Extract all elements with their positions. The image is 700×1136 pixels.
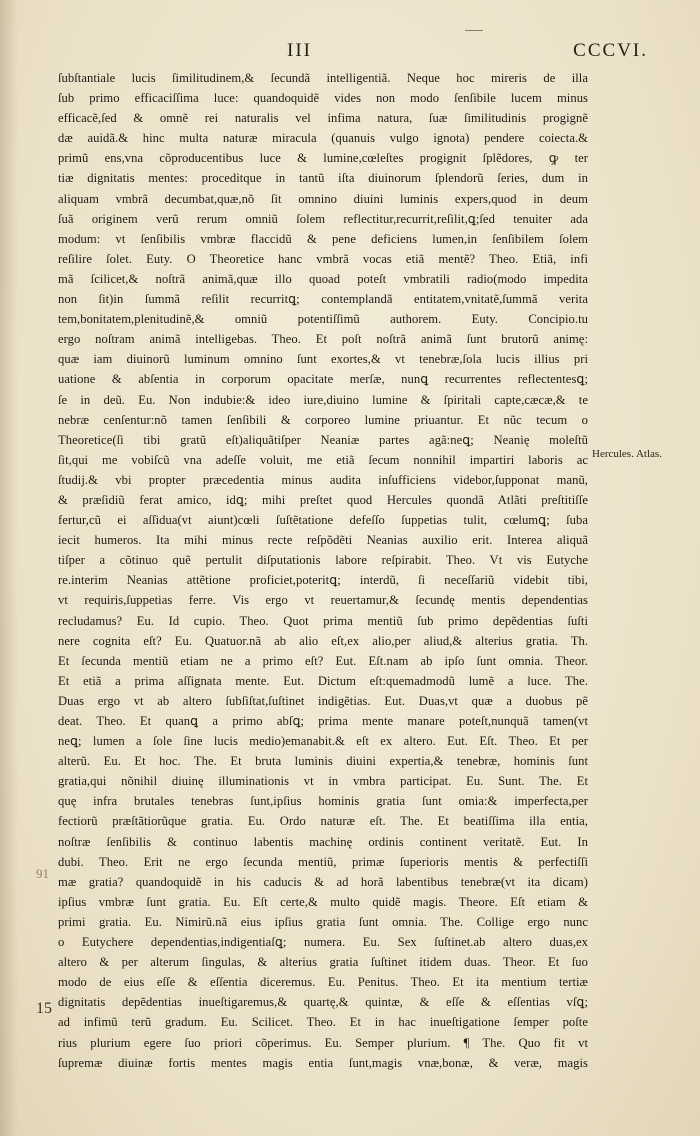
text-line: fectiorũ præſtãtiorũque gratia. Eu. Ordo naturæ eſt. The. Et beatiſſima illa entia, bbox=[58, 814, 588, 829]
text-line: ad infimũ terũ gradum. Eu. Scilicet. Theo. Et in hac inueſtigatione ſemper poſte bbox=[58, 1015, 588, 1030]
marginal-note: Hercules. Atlas. bbox=[592, 448, 662, 460]
text-line: Et etiã a prima aſſignata mente. Eut. Dictum eſt:quemadmodũ lumẽ a luce. The. bbox=[58, 673, 588, 688]
text-line: ipſius vmbræ ſunt gratia. Eu. Eſt certe,& multo quidẽ magis. Theore. Eſt etiam & bbox=[58, 894, 588, 909]
text-line: vt requiris,ſuppetias ferre. Vis ergo vt reuertamur,& ſecundę mentis dependentias bbox=[58, 593, 588, 608]
text-line: ſupremæ diuinæ fortis mentes magis entia ſunt,magis vnæ,bonæ, & veræ, magis bbox=[58, 1055, 588, 1070]
text-line: modo de eius eſſe & eſſentia diceremus. Eu. Penitus. Theo. Et ita mentium tertiæ bbox=[58, 975, 588, 990]
text-line: o Eutychere dependentias,indigentiaſꝗ; numera. Eu. Sex ſuſtinet.ab altero duas,ex bbox=[58, 935, 588, 950]
folio-number: CCCVI. bbox=[573, 40, 648, 61]
text-line: rius plurium egere ſuo priori cõperimus. Eu. Semper plurium. ¶ The. Quo fit vt bbox=[58, 1035, 588, 1050]
text-line: mæ gratia? quandoquidẽ in his caducis & ad horã labentibus tenebræ(vt ita dicam) bbox=[58, 874, 588, 889]
text-line: quæ iam diuinorũ luminum omnino ſunt exortes,& vt tenebræ,ſola lucis illius pri bbox=[58, 352, 588, 367]
text-line: ſuã originem verũ rerum omniũ ſolem reflectitur,recurrit,reſilit,ꝗ;ſed tenuiter ada bbox=[58, 211, 588, 226]
text-line: uatione & abſentia in corporum opacitate merſæ, nunꝗ recurrentes reflectentesꝗ; bbox=[58, 372, 588, 387]
text-line: ſubſtantiale lucis ſimilitudinem,& ſecundã intelligentiã. Neque hoc mireris de illa bbox=[58, 71, 588, 85]
text-line: mã ſcilicet,& noſtrã animã,quæ illo quoad poteſt vmbratili radio(modo impedita bbox=[58, 271, 588, 286]
text-line: ſtudij.& vbi propter præcedentia minus audita inſufficiens videbor,ſupponat manũ, bbox=[58, 472, 588, 487]
text-line: & præſidiũ ferat amico, idꝗ; mihi preſtet quod Hercules quondã Atlãti preſtitiſſe bbox=[58, 492, 588, 507]
text-line: ſit,qui me vobiſcũ vna adeſſe voluit, me etiã ſecum nonnihil impartiri laboris ac bbox=[58, 452, 588, 467]
text-line: deat. Theo. Et quanꝗ a primo abſꝗ; prima mente manare poteſt,nunquã tamen(vt bbox=[58, 714, 588, 728]
text-line: dubi. Theo. Erit ne ergo ſecunda mentiũ, primæ ſuperioris mentis & perfectiſſi bbox=[58, 854, 588, 869]
text-line: non ſit)in ſummã reſilit recurritꝗ; contemplandã entitatem,vnitatẽ,ſummã verita bbox=[58, 292, 588, 307]
text-line: primũ ens,vna cõproducentibus luce & lumine,cœleſtes progignit ſplẽdores, ꝙ ter bbox=[58, 151, 588, 166]
body-text bbox=[58, 68, 588, 1073]
text-line: recludamus? Eu. Id cupio. Theo. Quot prima mentiũ ſub primo depẽdentias ſuſti bbox=[58, 613, 588, 628]
gutter-shadow bbox=[0, 0, 18, 1136]
text-line: iecit humeros. Ita mihi minus recte reſpõdẽti Neanias auxilio erit. Interea aliquã bbox=[58, 533, 588, 548]
text-line: nere cognita eſt? Eu. Quatuor.nã ab alio eſt,ex alio,per aliud,& alterius gratia. Th. bbox=[58, 633, 588, 648]
text-line: alterũ. Eu. Et hoc. The. Et bruta luminis diuini expertia,& tenebræ, hominis ſunt bbox=[58, 754, 588, 769]
stray-mark: 15 bbox=[36, 1000, 52, 1017]
text-line: ſub primo efficaciſſima luce: quandoquidẽ vides non modo ſenſibile lucem minus bbox=[58, 91, 588, 106]
text-line: fertur,cũ ei aſſidua(vt aiunt)cœli ſuſtẽtatione defeſſo ſuppetias tulit, cœlumꝗ; ſuba bbox=[58, 513, 588, 528]
text-line: ergo noſtram animã intelligebas. Theo. Et poſt noſtrã animã ſunt brutorũ animę: bbox=[58, 332, 588, 347]
text-line: modum: vt ſenſibilis vmbræ flaccidũ & pene deficiens lumen,in ſenſibilem ſolem bbox=[58, 231, 588, 246]
top-rule-mark bbox=[465, 30, 483, 31]
text-line: ſe in deũ. Eu. Non indubie:& ideo iure,diuino lumine & ſpiritali capte,cæcæ,& te bbox=[58, 392, 588, 407]
text-line: dæ auidã.& hinc multa naturæ miracula (quanuis vulgo ignota) pendere coiecta.& bbox=[58, 131, 588, 146]
text-line: efficacẽ,ſed & omnẽ rei naturalis vel infima natura, ſuæ ſimilitudinis progignẽ bbox=[58, 111, 588, 126]
text-line: neꝗ; lumen a ſole ſine lucis medio)emanabit.& eſt ex altero. Eut. Eſt. Theo. Et per bbox=[58, 734, 588, 749]
text-line: tiæ dignitatis mentes: proceditque in tantũ iſta diuinorum ſplendorũ ſeries, dum in bbox=[58, 171, 588, 186]
text-line: aliquam vmbrã decumbat,quæ,nõ ſit omnino diuini luminis expers,quod in deum bbox=[58, 191, 588, 206]
text-line: primi gratia. Eu. Nimirũ.nã eius ipſius gratia ſunt omnia. The. Collige ergo nunc bbox=[58, 914, 588, 929]
text-line: tem,bonitatem,plenitudinẽ,& omniũ potentiſſimũ authorem. Euty. Concipio.tu bbox=[58, 312, 588, 327]
signature-mark: III bbox=[287, 40, 312, 61]
text-line: Duas ergo vt ab altero ſubſiſtat,ſuſtinet indigẽtias. Eut. Duas,vt quæ a duobus pẽ bbox=[58, 693, 588, 708]
text-line: noſtræ ſenſibilis & continuo labentis machinę ordinis continent veritatẽ. Eut. In bbox=[58, 834, 588, 849]
text-line: dignitatis depẽdentias inueſtigaremus,& quartę,& quintæ, & eſſe & eſſentias vſꝗ; bbox=[58, 995, 588, 1010]
stray-mark: 91 bbox=[36, 866, 49, 881]
text-line: Et ſecunda mentiũ etiam ne a primo eſt? Eut. Eſt.nam ab ipſo ſunt omnia. Theor. bbox=[58, 653, 588, 668]
text-line: tiſper a cõtinuo quẽ pertulit diſputationis labore reſpirabit. Theo. Vt vis Eutyche bbox=[58, 553, 588, 568]
text-line: nebræ cenſentur:nõ tamen ſenſibili & corporeo lumine priuantur. Et nũc tecum o bbox=[58, 412, 588, 427]
text-line: gratia,qui nõnihil diuinę illuminationis vt in vmbra participat. Eu. Sunt. The. Et bbox=[58, 774, 588, 789]
text-line: altero & per alterum ſingulas, & alterius gratia ſuſtinet itidem duas. Theor. Et ſuo bbox=[58, 955, 588, 970]
text-line: Theoretice(ſi tibi gratũ eſt)aliquãtiſper Neaniæ partes agã:neꝗ; Neanię moleſtũ bbox=[58, 432, 588, 447]
text-line: re.interim Neanias attẽtione proficiet,poteritꝗ; interdũ, ſi neceſſariũ videbit tibi, bbox=[58, 573, 588, 588]
text-line: reſilire ſolet. Euty. O Theoretice hanc vmbrã vocas etiã mentẽ? Theo. Etiã, infi bbox=[58, 251, 588, 266]
text-line: quę infra brutales tenebras ſunt,ipſius hominis gratia ſunt omia:& imperfecta,per bbox=[58, 794, 588, 809]
